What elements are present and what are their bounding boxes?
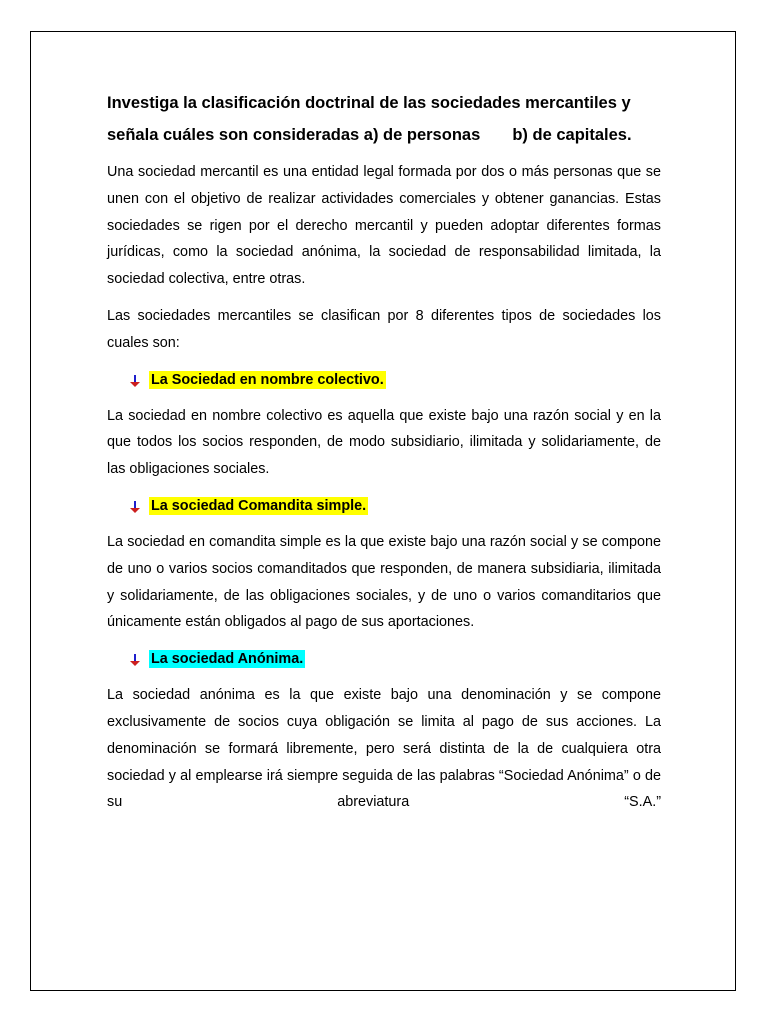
- down-arrow-icon: [129, 500, 141, 514]
- section-heading: La sociedad Comandita simple.: [151, 497, 367, 514]
- section-heading: La sociedad Anónima.: [151, 651, 304, 668]
- document-content: [107, 88, 661, 826]
- document-title: Investiga la clasificación doctrinal de las sociedades mercantiles y señala cuáles son consideradas a) de personas b) de capitales.: [107, 94, 636, 144]
- section-heading-row: [129, 367, 661, 393]
- classification-paragraph: Las sociedades mercantiles se clasifican por 8 diferentes tipos de sociedades los cuales son:: [107, 307, 661, 351]
- down-arrow-icon: [129, 374, 141, 388]
- down-arrow-icon: [129, 653, 141, 667]
- section-body: La sociedad anónima es la que existe bajo una denominación y se compone exclusivamente de socios cuya obligación se limita al pago de sus acciones. La denominación se formará libremente, pero será distinta de la de cualquiera otra sociedad y al emplearse irá siempre seguida de las palabras “Sociedad Anónima” o de su abreviatura “S.A.”: [107, 687, 661, 811]
- intro-paragraph: Una sociedad mercantil es una entidad legal formada por dos o más personas que se unen con el objetivo de realizar actividades comerciales y obtener ganancias. Estas sociedades se rigen por el derecho mercantil y pueden adoptar diferentes formas jurídicas, como la sociedad anónima, la sociedad de responsabilidad limitada, la sociedad colectiva, entre otras.: [107, 164, 661, 288]
- section-heading-row: [129, 493, 661, 519]
- section-body: La sociedad en comandita simple es la que existe bajo una razón social y se compone de uno o varios socios comanditados que responden, de manera subsidiaria, ilimitada y solidariamente, de las obligaciones sociales, y de uno o varios comanditarios que únicamente están obligados al pago de sus aportaciones.: [107, 533, 661, 631]
- section-body: La sociedad en nombre colectivo es aquella que existe bajo una razón social y en la que todos los socios responden, de modo subsidiario, ilimitada y solidariamente, de las obligaciones sociales.: [107, 407, 661, 478]
- document-page: [30, 31, 736, 991]
- section-heading: La Sociedad en nombre colectivo.: [151, 371, 384, 388]
- section-heading-row: [129, 646, 661, 672]
